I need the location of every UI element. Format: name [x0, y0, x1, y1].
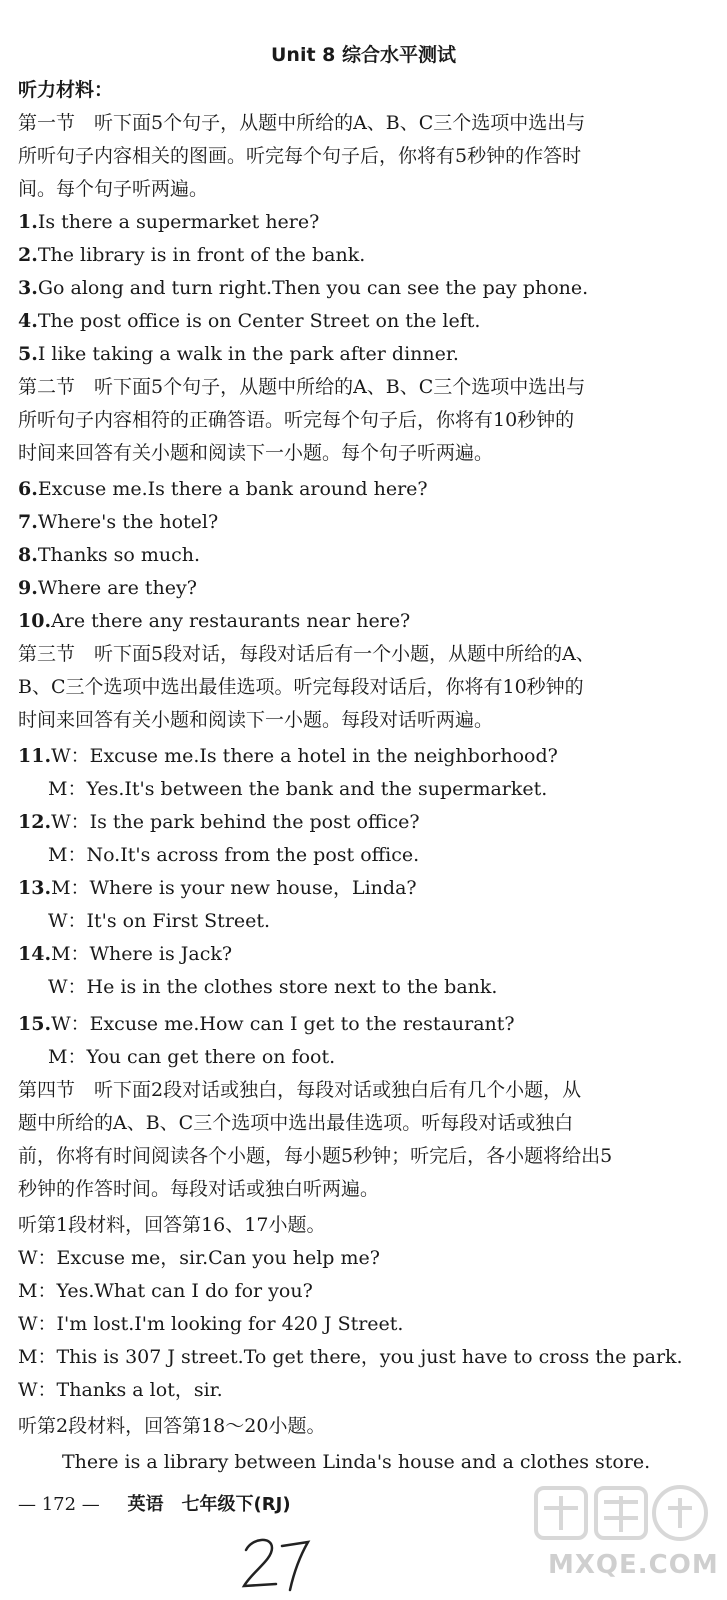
question-text: I like taking a walk in the park after dinner. [37, 343, 459, 365]
question-number: 9. [18, 577, 38, 599]
material-label: 听第1段材料，回答第16、17小题。 [18, 1214, 326, 1236]
dialogue-item [18, 876, 713, 900]
section2-intro-line2: 所听句子内容相符的正确答语。听完每个句子后，你将有10秒钟的 [18, 409, 575, 431]
question-number: 2. [18, 244, 38, 266]
dialogue-item [18, 744, 713, 768]
question-item [18, 309, 713, 333]
dialogue-line: M：Where is Jack? [51, 943, 233, 965]
dialogue-line: W：Excuse me，sir.Can you help me? [18, 1247, 380, 1269]
section2-intro-line3: 时间来回答有关小题和阅读下一小题。每个句子听两遍。 [18, 442, 494, 464]
subject-label: 英语 七年级下(RJ) [127, 1494, 291, 1515]
section1-intro-line3: 间。每个句子听两遍。 [18, 178, 209, 200]
question-text: Where are they? [37, 577, 197, 599]
section2-intro-line1: 第二节 听下面5个句子，从题中所给的A、B、C三个选项中选出与 [18, 376, 586, 398]
dialogue-line: M：Where is your new house，Linda? [51, 877, 417, 899]
dialogue-line: W：It's on First Street. [48, 910, 271, 932]
handwritten-number-mark [238, 1532, 318, 1594]
question-text: Excuse me.Is there a bank around here? [37, 478, 428, 500]
question-number: 14. [18, 943, 52, 965]
passage-line: There is a library between Linda's house and a clothes store. [62, 1451, 651, 1473]
question-number: 11. [18, 745, 52, 767]
question-item [18, 609, 713, 633]
question-number: 4. [18, 310, 38, 332]
dialogue-line: M：No.It's across from the post office. [48, 844, 420, 866]
question-text: Where's the hotel? [37, 511, 219, 533]
question-number: 10. [18, 610, 52, 632]
dialogue-item [18, 942, 713, 966]
dialogue-line: M：You can get there on foot. [48, 1046, 336, 1068]
section3-intro-line1: 第三节 听下面5段对话，每段对话后有一个小题，从题中所给的A、 [18, 643, 595, 665]
material-label: 听第2段材料，回答第18～20小题。 [18, 1415, 326, 1437]
section4-intro-line1: 第四节 听下面2段对话或独白，每段对话或独白后有几个小题，从 [18, 1079, 582, 1101]
question-item [18, 276, 713, 300]
question-number: 3. [18, 277, 38, 299]
dialogue-line: W：Thanks a lot，sir. [18, 1379, 223, 1401]
question-number: 13. [18, 877, 52, 899]
question-item [18, 243, 713, 267]
dialogue-line: M：This is 307 J street.To get there，you just have to cross the park. [18, 1346, 683, 1368]
question-text: Go along and turn right.Then you can see the pay phone. [37, 277, 589, 299]
section4-intro-line3: 前，你将有时间阅读各个小题，每小题5秒钟；听完后，各小题将给出5 [18, 1145, 613, 1167]
question-number: 8. [18, 544, 38, 566]
question-number: 7. [18, 511, 38, 533]
question-item [18, 477, 713, 501]
dialogue-line: W：I'm lost.I'm looking for 420 J Street. [18, 1313, 404, 1335]
dialogue-line: W：Excuse me.How can I get to the restaurant? [51, 1013, 515, 1035]
question-text: Are there any restaurants near here? [51, 610, 411, 632]
question-item [18, 543, 713, 567]
dialogue-item [18, 1012, 713, 1036]
dialogue-line: M：Yes.What can I do for you? [18, 1280, 313, 1302]
question-item [18, 510, 713, 534]
question-number: 12. [18, 811, 52, 833]
question-text: Is there a supermarket here? [37, 211, 320, 233]
watermark-text: MXQE.COM [548, 1550, 719, 1580]
dialogue-line: M：Yes.It's between the bank and the supermarket. [48, 778, 548, 800]
dialogue-line: W：Excuse me.Is there a hotel in the neighborhood? [51, 745, 558, 767]
section3-intro-line2: B、C三个选项中选出最佳选项。听完每段对话后，你将有10秒钟的 [18, 676, 584, 698]
dialogue-item [18, 810, 713, 834]
question-number: 15. [18, 1013, 52, 1035]
question-number: 1. [18, 211, 38, 233]
section4-intro-line4: 秒钟的作答时间。每段对话或独白听两遍。 [18, 1178, 380, 1200]
section1-intro-line1: 第一节 听下面5个句子，从题中所给的A、B、C三个选项中选出与 [18, 112, 586, 134]
question-item [18, 576, 713, 600]
dialogue-line: W：He is in the clothes store next to the bank. [48, 976, 498, 998]
section4-intro-line2: 题中所给的A、B、C三个选项中选出最佳选项。听每段对话或独白 [18, 1112, 574, 1134]
question-text: The library is in front of the bank. [37, 244, 366, 266]
section1-intro-line2: 所听句子内容相关的图画。听完每个句子后，你将有5秒钟的作答时 [18, 145, 582, 167]
page-number: — 172 — [18, 1494, 100, 1515]
dialogue-line: W：Is the park behind the post office? [51, 811, 420, 833]
section-heading: 听力材料： [18, 79, 114, 101]
question-text: The post office is on Center Street on the left. [37, 310, 481, 332]
question-number: 5. [18, 343, 38, 365]
question-text: Thanks so much. [37, 544, 201, 566]
question-number: 6. [18, 478, 38, 500]
question-item [18, 342, 713, 366]
page-title: Unit 8 综合水平测试 [271, 44, 456, 66]
page-footer [18, 1490, 291, 1516]
question-item [18, 210, 713, 234]
section3-intro-line3: 时间来回答有关小题和阅读下一小题。每段对话听两遍。 [18, 709, 494, 731]
